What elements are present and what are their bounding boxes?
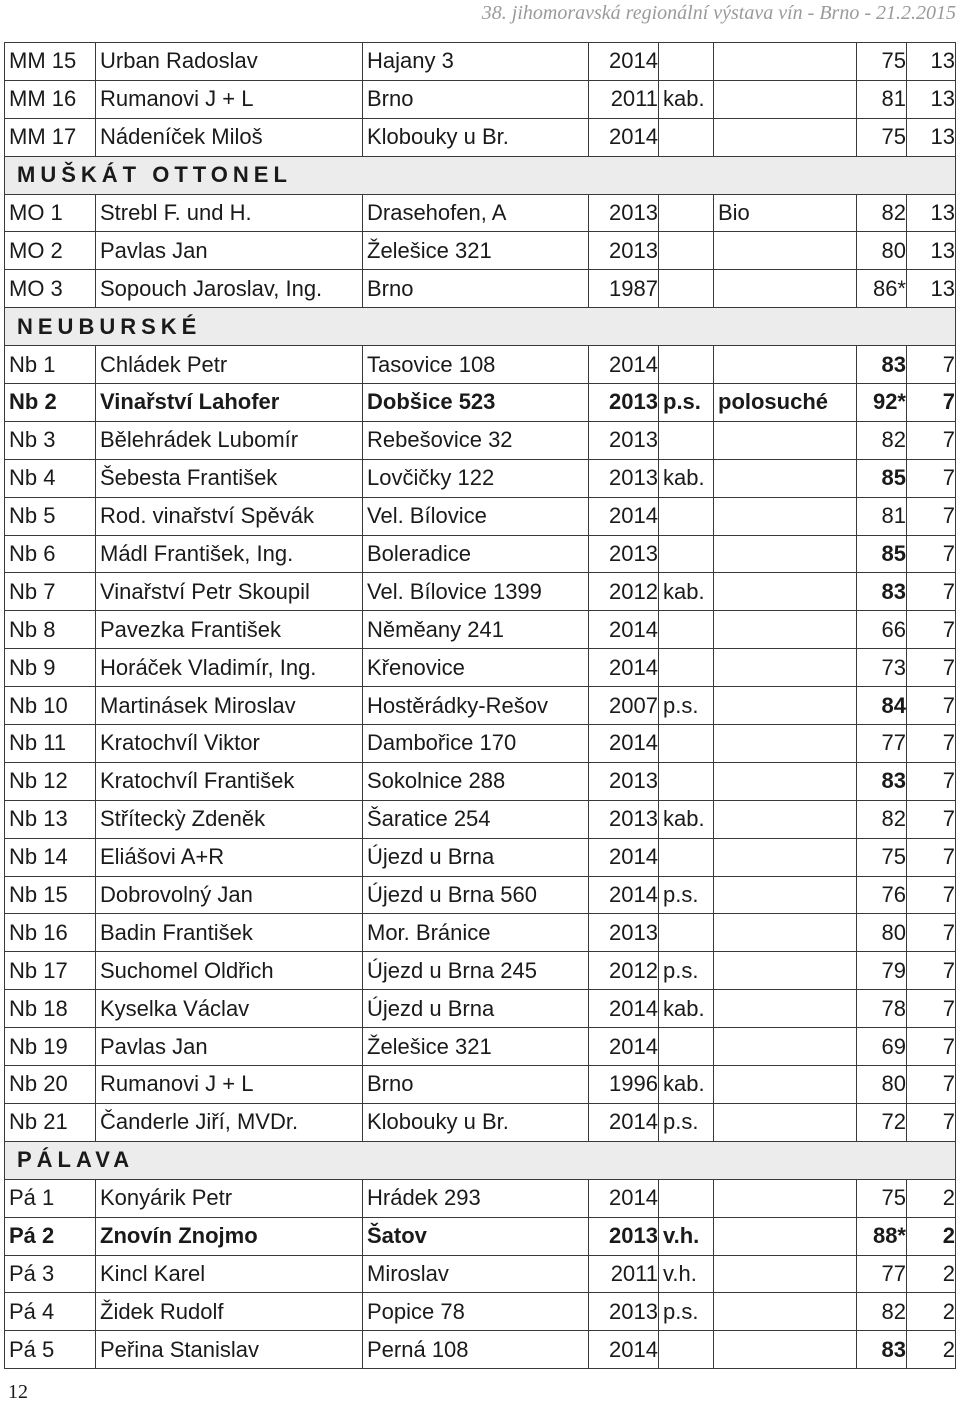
category-cell: 13 <box>907 232 956 270</box>
note-cell <box>659 497 714 535</box>
vintage-cell: 2013 <box>589 762 659 800</box>
attribute-cell <box>714 649 857 687</box>
vintage-cell: 2014 <box>589 1331 659 1369</box>
place-cell: Želešice 321 <box>363 232 589 270</box>
note-cell: kab. <box>659 459 714 497</box>
category-cell: 7 <box>907 611 956 649</box>
score-cell: 69 <box>857 1028 907 1066</box>
place-cell: Brno <box>363 270 589 308</box>
place-cell: Mor. Bránice <box>363 914 589 952</box>
table-row <box>5 118 956 156</box>
place-cell: Klobouky u Br. <box>363 118 589 156</box>
producer-cell: Suchomel Oldřich <box>96 952 363 990</box>
place-cell: Šatov <box>363 1217 589 1255</box>
table-row <box>5 80 956 118</box>
category-cell: 7 <box>907 725 956 763</box>
sample-code-cell: Nb 19 <box>5 1028 96 1066</box>
category-cell: 7 <box>907 346 956 384</box>
note-cell <box>659 232 714 270</box>
vintage-cell: 2014 <box>589 1028 659 1066</box>
section-header-row <box>5 1141 956 1179</box>
producer-cell: Vinařství Lahofer <box>96 384 363 422</box>
note-cell <box>659 1179 714 1217</box>
note-cell <box>659 1028 714 1066</box>
category-cell: 2 <box>907 1255 956 1293</box>
producer-cell: Rumanovi J + L <box>96 80 363 118</box>
sample-code-cell: Nb 10 <box>5 687 96 725</box>
score-cell: 83 <box>857 346 907 384</box>
table-row <box>5 573 956 611</box>
producer-cell: Pavlas Jan <box>96 1028 363 1066</box>
attribute-cell <box>714 43 857 81</box>
results-body <box>5 43 956 1369</box>
score-cell: 83 <box>857 762 907 800</box>
producer-cell: Kincl Karel <box>96 1255 363 1293</box>
score-cell: 76 <box>857 876 907 914</box>
producer-cell: Konyárik Petr <box>96 1179 363 1217</box>
score-cell: 79 <box>857 952 907 990</box>
score-cell: 86* <box>857 270 907 308</box>
attribute-cell <box>714 1066 857 1104</box>
table-row <box>5 914 956 952</box>
place-cell: Újezd u Brna <box>363 990 589 1028</box>
producer-cell: Rod. vinařství Spěvák <box>96 497 363 535</box>
attribute-cell <box>714 346 857 384</box>
table-row <box>5 43 956 81</box>
section-title: NEUBURSKÉ <box>5 308 956 346</box>
attribute-cell <box>714 687 857 725</box>
note-cell: v.h. <box>659 1255 714 1293</box>
place-cell: Dobšice 523 <box>363 384 589 422</box>
vintage-cell: 2014 <box>589 876 659 914</box>
score-cell: 82 <box>857 421 907 459</box>
attribute-cell <box>714 876 857 914</box>
place-cell: Újezd u Brna <box>363 838 589 876</box>
score-cell: 85 <box>857 459 907 497</box>
sample-code-cell: Nb 9 <box>5 649 96 687</box>
score-cell: 66 <box>857 611 907 649</box>
score-cell: 92* <box>857 384 907 422</box>
attribute-cell <box>714 270 857 308</box>
table-row <box>5 990 956 1028</box>
note-cell <box>659 421 714 459</box>
place-cell: Boleradice <box>363 535 589 573</box>
producer-cell: Strebl F. und H. <box>96 194 363 232</box>
table-row <box>5 194 956 232</box>
sample-code-cell: Nb 21 <box>5 1103 96 1141</box>
table-row <box>5 1103 956 1141</box>
page-number: 12 <box>8 1381 28 1403</box>
note-cell <box>659 1331 714 1369</box>
sample-code-cell: Pá 1 <box>5 1179 96 1217</box>
table-row <box>5 952 956 990</box>
sample-code-cell: Nb 14 <box>5 838 96 876</box>
category-cell: 2 <box>907 1331 956 1369</box>
producer-cell: Martinásek Miroslav <box>96 687 363 725</box>
producer-cell: Bělehrádek Lubomír <box>96 421 363 459</box>
score-cell: 81 <box>857 80 907 118</box>
producer-cell: Rumanovi J + L <box>96 1066 363 1104</box>
producer-cell: Šebesta František <box>96 459 363 497</box>
note-cell <box>659 346 714 384</box>
table-row <box>5 611 956 649</box>
score-cell: 80 <box>857 1066 907 1104</box>
producer-cell: Dobrovolný Jan <box>96 876 363 914</box>
score-cell: 85 <box>857 535 907 573</box>
vintage-cell: 2014 <box>589 118 659 156</box>
section-header-row <box>5 308 956 346</box>
attribute-cell <box>714 611 857 649</box>
table-row <box>5 800 956 838</box>
attribute-cell <box>714 725 857 763</box>
score-cell: 84 <box>857 687 907 725</box>
table-row <box>5 384 956 422</box>
note-cell: kab. <box>659 1066 714 1104</box>
place-cell: Újezd u Brna 245 <box>363 952 589 990</box>
category-cell: 7 <box>907 687 956 725</box>
note-cell <box>659 270 714 308</box>
note-cell <box>659 649 714 687</box>
attribute-cell <box>714 497 857 535</box>
vintage-cell: 2013 <box>589 535 659 573</box>
results-table <box>4 42 956 1369</box>
place-cell: Brno <box>363 80 589 118</box>
category-cell: 7 <box>907 990 956 1028</box>
section-title: PÁLAVA <box>5 1141 956 1179</box>
table-row <box>5 270 956 308</box>
attribute-cell <box>714 800 857 838</box>
category-cell: 13 <box>907 80 956 118</box>
attribute-cell <box>714 990 857 1028</box>
score-cell: 82 <box>857 800 907 838</box>
producer-cell: Mádl František, Ing. <box>96 535 363 573</box>
category-cell: 13 <box>907 43 956 81</box>
sample-code-cell: Nb 17 <box>5 952 96 990</box>
category-cell: 7 <box>907 421 956 459</box>
place-cell: Hostěrádky-Rešov <box>363 687 589 725</box>
vintage-cell: 2013 <box>589 194 659 232</box>
sample-code-cell: Nb 20 <box>5 1066 96 1104</box>
attribute-cell <box>714 1293 857 1331</box>
vintage-cell: 2014 <box>589 1179 659 1217</box>
note-cell <box>659 838 714 876</box>
vintage-cell: 2013 <box>589 914 659 952</box>
sample-code-cell: Nb 13 <box>5 800 96 838</box>
sample-code-cell: Nb 2 <box>5 384 96 422</box>
score-cell: 77 <box>857 725 907 763</box>
sample-code-cell: Nb 16 <box>5 914 96 952</box>
score-cell: 83 <box>857 1331 907 1369</box>
section-header-row <box>5 156 956 194</box>
attribute-cell <box>714 232 857 270</box>
sample-code-cell: MM 15 <box>5 43 96 81</box>
note-cell: p.s. <box>659 1103 714 1141</box>
vintage-cell: 2013 <box>589 800 659 838</box>
vintage-cell: 2014 <box>589 1103 659 1141</box>
section-title: MUŠKÁT OTTONEL <box>5 156 956 194</box>
score-cell: 83 <box>857 573 907 611</box>
sample-code-cell: Nb 7 <box>5 573 96 611</box>
table-row <box>5 1066 956 1104</box>
note-cell: kab. <box>659 990 714 1028</box>
category-cell: 13 <box>907 270 956 308</box>
table-row <box>5 1179 956 1217</box>
place-cell: Rebešovice 32 <box>363 421 589 459</box>
note-cell: kab. <box>659 80 714 118</box>
note-cell: p.s. <box>659 952 714 990</box>
vintage-cell: 2011 <box>589 80 659 118</box>
attribute-cell <box>714 1331 857 1369</box>
attribute-cell: polosuché <box>714 384 857 422</box>
sample-code-cell: MM 16 <box>5 80 96 118</box>
note-cell <box>659 762 714 800</box>
vintage-cell: 2013 <box>589 421 659 459</box>
table-row <box>5 838 956 876</box>
vintage-cell: 2014 <box>589 497 659 535</box>
attribute-cell <box>714 838 857 876</box>
score-cell: 72 <box>857 1103 907 1141</box>
place-cell: Křenovice <box>363 649 589 687</box>
place-cell: Tasovice 108 <box>363 346 589 384</box>
sample-code-cell: Nb 4 <box>5 459 96 497</box>
sample-code-cell: Nb 1 <box>5 346 96 384</box>
attribute-cell <box>714 535 857 573</box>
table-row <box>5 346 956 384</box>
note-cell <box>659 725 714 763</box>
note-cell <box>659 118 714 156</box>
vintage-cell: 2014 <box>589 346 659 384</box>
producer-cell: Čanderle Jiří, MVDr. <box>96 1103 363 1141</box>
score-cell: 88* <box>857 1217 907 1255</box>
running-header: 38. jihomoravská regionální výstava vín - Brno - 21.2.2015 <box>481 2 956 24</box>
producer-cell: Kratochvíl Viktor <box>96 725 363 763</box>
place-cell: Vel. Bílovice <box>363 497 589 535</box>
category-cell: 7 <box>907 952 956 990</box>
producer-cell: Pavezka František <box>96 611 363 649</box>
vintage-cell: 2013 <box>589 459 659 497</box>
sample-code-cell: Nb 8 <box>5 611 96 649</box>
place-cell: Popice 78 <box>363 1293 589 1331</box>
category-cell: 7 <box>907 497 956 535</box>
note-cell <box>659 43 714 81</box>
table-row <box>5 1293 956 1331</box>
sample-code-cell: MO 3 <box>5 270 96 308</box>
category-cell: 7 <box>907 1028 956 1066</box>
table-row <box>5 421 956 459</box>
place-cell: Klobouky u Br. <box>363 1103 589 1141</box>
note-cell: p.s. <box>659 384 714 422</box>
score-cell: 77 <box>857 1255 907 1293</box>
category-cell: 7 <box>907 649 956 687</box>
category-cell: 2 <box>907 1217 956 1255</box>
attribute-cell <box>714 1255 857 1293</box>
vintage-cell: 2011 <box>589 1255 659 1293</box>
table-row <box>5 232 956 270</box>
sample-code-cell: MO 2 <box>5 232 96 270</box>
producer-cell: Kyselka Václav <box>96 990 363 1028</box>
score-cell: 73 <box>857 649 907 687</box>
producer-cell: Eliášovi A+R <box>96 838 363 876</box>
category-cell: 7 <box>907 876 956 914</box>
sample-code-cell: Pá 3 <box>5 1255 96 1293</box>
vintage-cell: 2013 <box>589 232 659 270</box>
vintage-cell: 2012 <box>589 952 659 990</box>
score-cell: 75 <box>857 1179 907 1217</box>
vintage-cell: 2012 <box>589 573 659 611</box>
sample-code-cell: MM 17 <box>5 118 96 156</box>
note-cell: p.s. <box>659 687 714 725</box>
producer-cell: Horáček Vladimír, Ing. <box>96 649 363 687</box>
sample-code-cell: Nb 5 <box>5 497 96 535</box>
producer-cell: Peřina Stanislav <box>96 1331 363 1369</box>
place-cell: Brno <box>363 1066 589 1104</box>
attribute-cell <box>714 1217 857 1255</box>
attribute-cell <box>714 762 857 800</box>
place-cell: Něměany 241 <box>363 611 589 649</box>
table-row <box>5 497 956 535</box>
score-cell: 80 <box>857 232 907 270</box>
category-cell: 7 <box>907 800 956 838</box>
sample-code-cell: Pá 2 <box>5 1217 96 1255</box>
place-cell: Šaratice 254 <box>363 800 589 838</box>
score-cell: 81 <box>857 497 907 535</box>
table-row <box>5 1028 956 1066</box>
category-cell: 7 <box>907 1066 956 1104</box>
vintage-cell: 2014 <box>589 725 659 763</box>
vintage-cell: 2014 <box>589 43 659 81</box>
note-cell: v.h. <box>659 1217 714 1255</box>
attribute-cell <box>714 1103 857 1141</box>
note-cell <box>659 535 714 573</box>
category-cell: 7 <box>907 1103 956 1141</box>
sample-code-cell: Nb 3 <box>5 421 96 459</box>
vintage-cell: 2007 <box>589 687 659 725</box>
place-cell: Sokolnice 288 <box>363 762 589 800</box>
category-cell: 2 <box>907 1179 956 1217</box>
sample-code-cell: Nb 15 <box>5 876 96 914</box>
producer-cell: Sopouch Jaroslav, Ing. <box>96 270 363 308</box>
category-cell: 7 <box>907 914 956 952</box>
note-cell <box>659 194 714 232</box>
sample-code-cell: Nb 11 <box>5 725 96 763</box>
attribute-cell <box>714 914 857 952</box>
note-cell: p.s. <box>659 876 714 914</box>
sample-code-cell: MO 1 <box>5 194 96 232</box>
score-cell: 75 <box>857 118 907 156</box>
producer-cell: Badin František <box>96 914 363 952</box>
score-cell: 82 <box>857 1293 907 1331</box>
vintage-cell: 2013 <box>589 1293 659 1331</box>
attribute-cell <box>714 421 857 459</box>
table-row <box>5 459 956 497</box>
score-cell: 75 <box>857 838 907 876</box>
score-cell: 75 <box>857 43 907 81</box>
category-cell: 7 <box>907 573 956 611</box>
place-cell: Perná 108 <box>363 1331 589 1369</box>
attribute-cell: Bio <box>714 194 857 232</box>
category-cell: 7 <box>907 838 956 876</box>
note-cell <box>659 914 714 952</box>
attribute-cell <box>714 573 857 611</box>
note-cell <box>659 611 714 649</box>
sample-code-cell: Nb 18 <box>5 990 96 1028</box>
vintage-cell: 2013 <box>589 384 659 422</box>
producer-cell: Nádeníček Miloš <box>96 118 363 156</box>
producer-cell: Stříteckỳ Zdeněk <box>96 800 363 838</box>
producer-cell: Pavlas Jan <box>96 232 363 270</box>
vintage-cell: 2013 <box>589 1217 659 1255</box>
vintage-cell: 2014 <box>589 649 659 687</box>
table-row <box>5 762 956 800</box>
category-cell: 13 <box>907 118 956 156</box>
category-cell: 7 <box>907 535 956 573</box>
vintage-cell: 2014 <box>589 990 659 1028</box>
vintage-cell: 2014 <box>589 838 659 876</box>
table-row <box>5 535 956 573</box>
attribute-cell <box>714 459 857 497</box>
vintage-cell: 1996 <box>589 1066 659 1104</box>
producer-cell: Kratochvíl František <box>96 762 363 800</box>
table-row <box>5 725 956 763</box>
table-row <box>5 1217 956 1255</box>
attribute-cell <box>714 80 857 118</box>
place-cell: Újezd u Brna 560 <box>363 876 589 914</box>
vintage-cell: 2014 <box>589 611 659 649</box>
note-cell: p.s. <box>659 1293 714 1331</box>
table-row <box>5 876 956 914</box>
score-cell: 80 <box>857 914 907 952</box>
sample-code-cell: Nb 6 <box>5 535 96 573</box>
attribute-cell <box>714 952 857 990</box>
note-cell: kab. <box>659 573 714 611</box>
place-cell: Dambořice 170 <box>363 725 589 763</box>
table-row <box>5 1331 956 1369</box>
attribute-cell <box>714 1179 857 1217</box>
table-row <box>5 687 956 725</box>
place-cell: Hrádek 293 <box>363 1179 589 1217</box>
producer-cell: Vinařství Petr Skoupil <box>96 573 363 611</box>
note-cell: kab. <box>659 800 714 838</box>
place-cell: Želešice 321 <box>363 1028 589 1066</box>
attribute-cell <box>714 118 857 156</box>
sample-code-cell: Pá 5 <box>5 1331 96 1369</box>
producer-cell: Urban Radoslav <box>96 43 363 81</box>
score-cell: 78 <box>857 990 907 1028</box>
place-cell: Hajany 3 <box>363 43 589 81</box>
sample-code-cell: Nb 12 <box>5 762 96 800</box>
score-cell: 82 <box>857 194 907 232</box>
attribute-cell <box>714 1028 857 1066</box>
producer-cell: Židek Rudolf <box>96 1293 363 1331</box>
producer-cell: Znovín Znojmo <box>96 1217 363 1255</box>
category-cell: 7 <box>907 459 956 497</box>
place-cell: Lovčičky 122 <box>363 459 589 497</box>
place-cell: Drasehofen, A <box>363 194 589 232</box>
category-cell: 13 <box>907 194 956 232</box>
table-row <box>5 649 956 687</box>
place-cell: Miroslav <box>363 1255 589 1293</box>
table-row <box>5 1255 956 1293</box>
place-cell: Vel. Bílovice 1399 <box>363 573 589 611</box>
category-cell: 7 <box>907 762 956 800</box>
category-cell: 7 <box>907 384 956 422</box>
category-cell: 2 <box>907 1293 956 1331</box>
sample-code-cell: Pá 4 <box>5 1293 96 1331</box>
producer-cell: Chládek Petr <box>96 346 363 384</box>
vintage-cell: 1987 <box>589 270 659 308</box>
